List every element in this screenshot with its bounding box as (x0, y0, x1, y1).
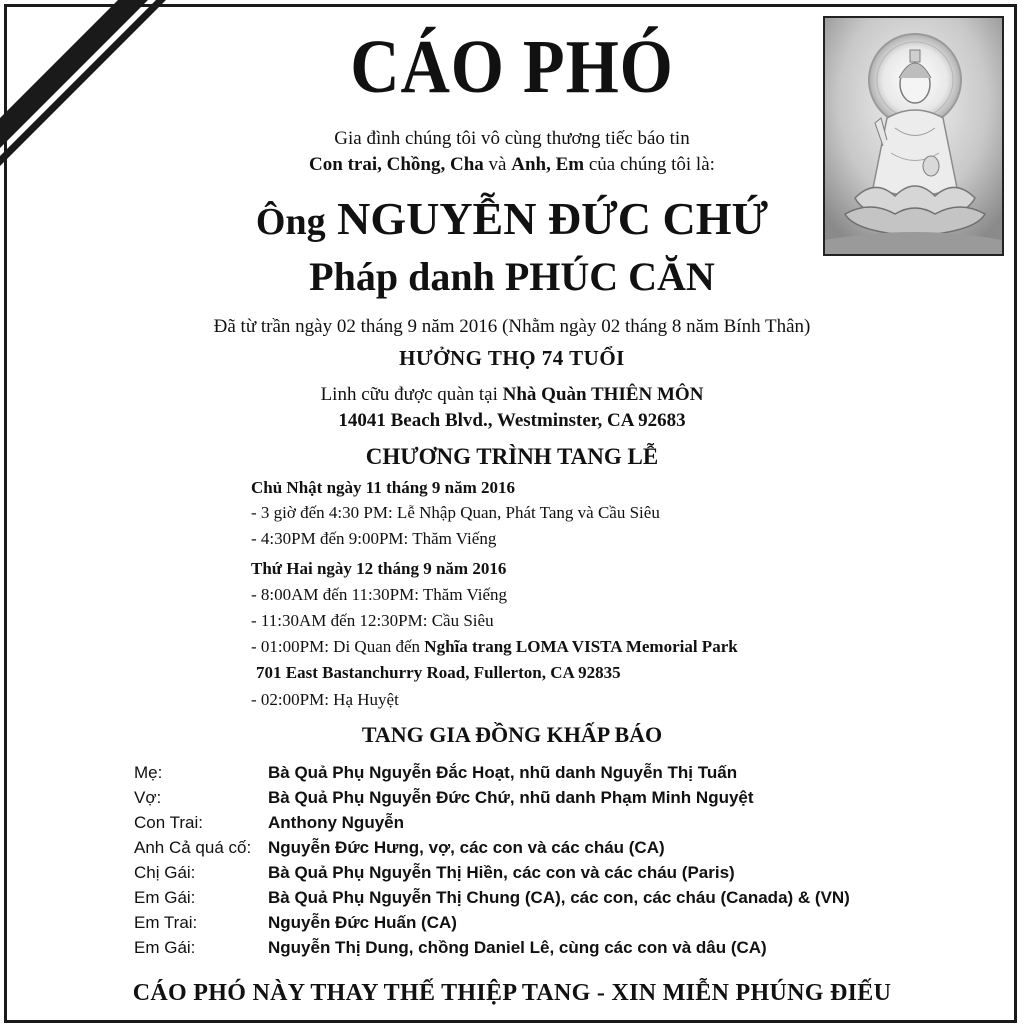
footer-notice: CÁO PHÓ NÀY THAY THẾ THIỆP TANG - XIN MIỄN PHÚNG ĐIẾU (132, 980, 892, 1006)
family-names: Bà Quả Phụ Nguyễn Thị Hiền, các con và các cháu (Paris) (268, 863, 735, 882)
procession-prefix: - 01:00PM: Di Quan đến (251, 637, 425, 656)
family-names: Bà Quả Phụ Nguyễn Đức Chứ, nhũ danh Phạm Minh Nguyệt (268, 788, 754, 807)
deceased-honorific: Ông (255, 201, 326, 243)
intro-relations-1: Con trai, Chồng, Cha (309, 154, 484, 175)
family-names: Nguyễn Thị Dung, chồng Daniel Lê, cùng các con và dâu (CA) (268, 938, 767, 957)
program-day2-item: - 11:30AM đến 12:30PM: Cầu Siêu (251, 611, 494, 630)
program-day1-date: Chủ Nhật ngày 11 tháng 9 năm 2016 (251, 478, 516, 497)
family-relation: Anh Cả quá cố: (134, 838, 252, 857)
family-names: Bà Quả Phụ Nguyễn Thị Chung (CA), các con, các cháu (Canada) & (VN) (268, 888, 850, 907)
page-title: CÁO PHÓ (350, 25, 674, 109)
intro-relations-2: Anh, Em (511, 154, 585, 175)
family-row (134, 837, 665, 859)
family-row (134, 862, 735, 884)
family-relation: Em Gái: (134, 938, 196, 957)
family-names: Nguyễn Đức Huấn (CA) (268, 913, 457, 932)
family-row (134, 762, 737, 784)
funeral-home-address: 14041 Beach Blvd., Westminster, CA 92683 (338, 410, 686, 431)
intro-conjunction: và (483, 154, 512, 175)
family-row (134, 937, 767, 959)
program-day2-item (251, 637, 738, 657)
deceased-name (0, 193, 1024, 248)
family-relation: Con Trai: (134, 813, 203, 832)
family-relation: Mẹ: (134, 763, 163, 782)
funeral-home-prefix: Linh cữu được quàn tại (320, 384, 503, 405)
family-relation: Em Trai: (134, 913, 198, 932)
family-names: Bà Quả Phụ Nguyễn Đắc Hoạt, nhũ danh Nguyễn Thị Tuấn (268, 763, 738, 782)
age-line: HƯỞNG THỌ 74 TUỔI (399, 346, 625, 370)
family-title: TANG GIA ĐỒNG KHẤP BÁO (361, 722, 663, 747)
passing-date: Đã từ trần ngày 02 tháng 9 năm 2016 (Nhằm ngày 02 tháng 8 năm Bính Thân) (213, 316, 811, 337)
family-relation: Chị Gái: (134, 863, 196, 882)
family-names: Anthony Nguyễn (268, 813, 404, 832)
family-relation: Em Gái: (134, 888, 196, 907)
intro-line-1: Gia đình chúng tôi vô cùng thương tiếc báo tin (334, 128, 690, 149)
family-row (134, 887, 850, 909)
funeral-home-line (0, 384, 1024, 406)
family-row (134, 912, 457, 934)
intro-suffix: của chúng tôi là: (584, 154, 715, 175)
program-day1-item: - 4:30PM đến 9:00PM: Thăm Viếng (251, 529, 497, 548)
cemetery-address: 701 East Bastanchurry Road, Fullerton, CA 92835 (256, 663, 621, 682)
intro-line-2 (0, 154, 1024, 176)
program-title: CHƯƠNG TRÌNH TANG LỄ (365, 444, 659, 469)
program-day2-item: - 8:00AM đến 11:30PM: Thăm Viếng (251, 585, 508, 604)
family-names: Nguyễn Đức Hưng, vợ, các con và các cháu (CA) (268, 838, 665, 857)
program-day1-item: - 3 giờ đến 4:30 PM: Lễ Nhập Quan, Phát Tang và Cầu Siêu (251, 503, 660, 522)
program-day2-date: Thứ Hai ngày 12 tháng 9 năm 2016 (251, 559, 507, 578)
dharma-name: Pháp danh PHÚC CĂN (309, 254, 715, 299)
cemetery-name: Nghĩa trang LOMA VISTA Memorial Park (424, 637, 738, 656)
funeral-home-name: Nhà Quàn THIÊN MÔN (502, 384, 704, 405)
family-row (134, 812, 404, 834)
program-day2-item: - 02:00PM: Hạ Huyệt (251, 690, 399, 709)
family-relation: Vợ: (134, 788, 162, 807)
family-row (134, 787, 754, 809)
deceased-fullname: NGUYỄN ĐỨC CHỨ (337, 193, 769, 244)
